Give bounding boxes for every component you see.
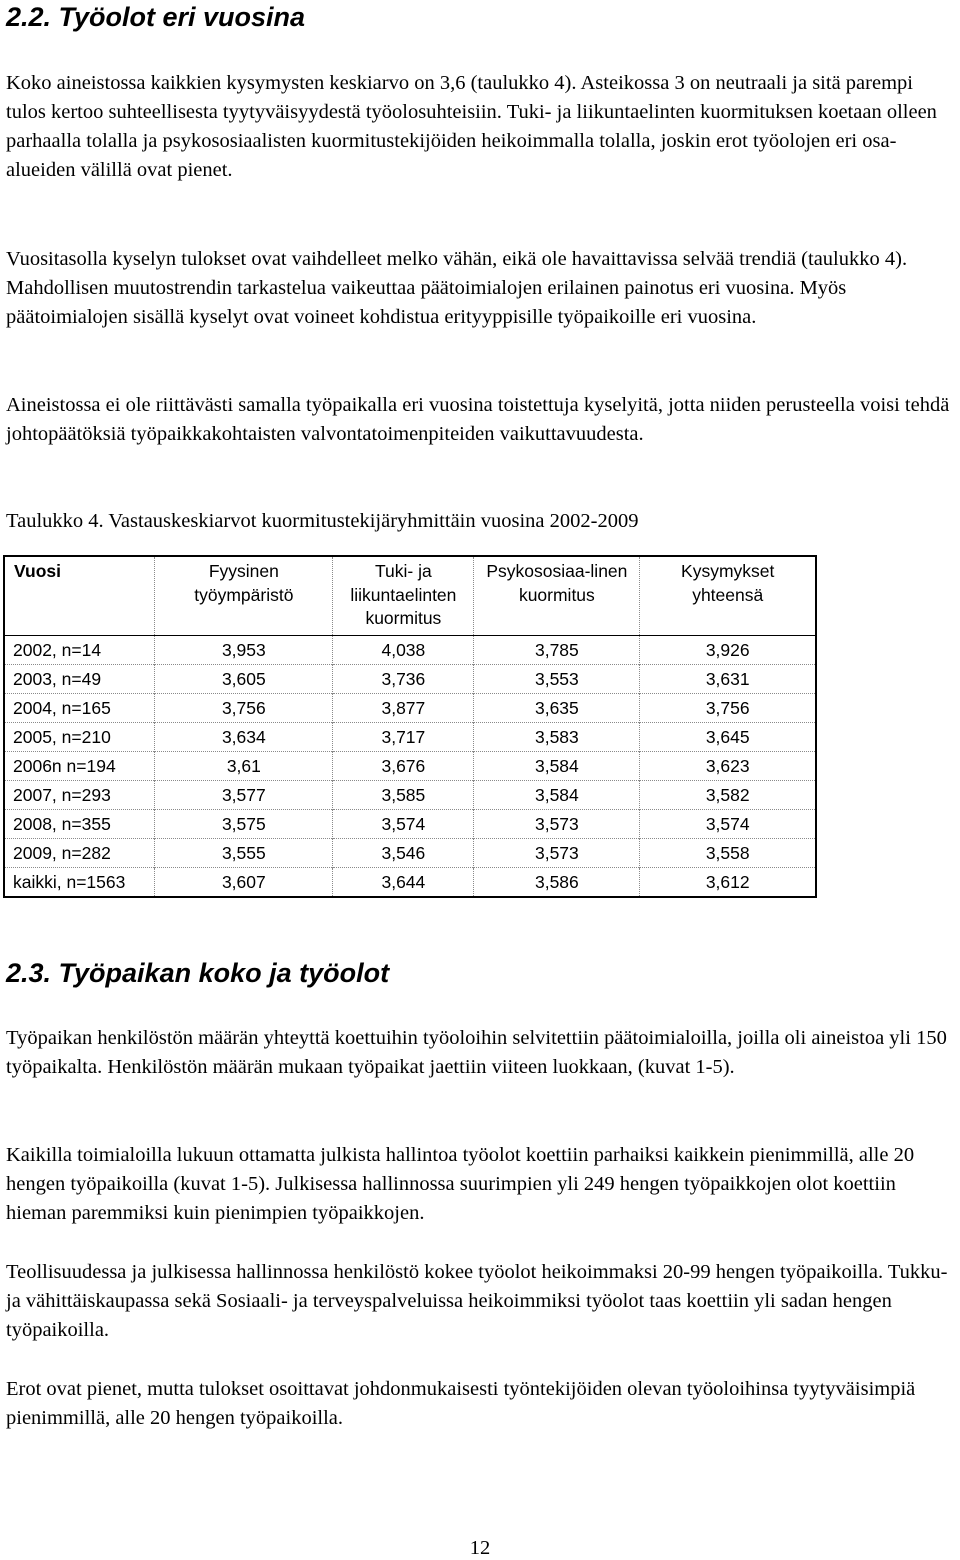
paragraph-yearly-results: Vuositasolla kyselyn tulokset ovat vaihdelleet melko vähän, eikä ole havaittavissa selvää trendiä (taulukko 4). Mahdollisen muutostrendin tarkastelua vaikeuttaa päätoimialojen erilainen painotus eri vuosina. Myös päätoimialojen sisällä kyselyt ovat voineet kohdistua erityyppisille työpaikoille eri vuosina. bbox=[6, 248, 908, 328]
cell-physical: 3,577 bbox=[155, 780, 333, 809]
cell-total: 3,645 bbox=[640, 722, 816, 751]
cell-year: 2008, n=355 bbox=[4, 809, 155, 838]
table-row bbox=[4, 838, 816, 867]
table-row bbox=[4, 780, 816, 809]
paragraph-overview: Koko aineistossa kaikkien kysymysten keskiarvo on 3,6 (taulukko 4). Asteikossa 3 on neutraali ja sitä parempi tulos kertoo suhteellisesta tyytyväisyydestä työolosuhteisiin. Tuki- ja liikuntaelinten kuormituksen koetaan olleen parhaalla tolalla ja psykososiaalisten kuormitustekijöiden heikoimmalla tolalla, joskin erot työolojen eri osa-alueiden välillä ovat pienet. bbox=[6, 72, 937, 181]
header-musculoskeletal-load: Tuki- ja liikuntaelinten kuormitus bbox=[333, 556, 474, 635]
cell-physical: 3,605 bbox=[155, 664, 333, 693]
header-questions-total: Kysymykset yhteensä bbox=[640, 556, 816, 635]
cell-musculoskeletal: 3,546 bbox=[333, 838, 474, 867]
cell-psychosocial: 3,635 bbox=[474, 693, 640, 722]
cell-musculoskeletal: 3,644 bbox=[333, 867, 474, 897]
cell-psychosocial: 3,573 bbox=[474, 809, 640, 838]
cell-year: 2003, n=49 bbox=[4, 664, 155, 693]
paragraph-conclusion: Erot ovat pienet, mutta tulokset osoittavat johdonmukaisesti työntekijöiden olevan työoloihinsa tyytyväisimpiä pienimmillä, alle 20 hengen työpaikoilla. bbox=[6, 1378, 916, 1429]
paragraph-industry-differences: Teollisuudessa ja julkisessa hallinnossa henkilöstö kokee työolot heikoimmaksi 20-99 hengen työpaikoilla. Tukku- ja vähittäiskaupassa sekä Sosiaali- ja terveyspalveluissa heikoimmiksi työolot taas koettiin yli sadan hengen työpaikoilla. bbox=[6, 1261, 948, 1341]
cell-total: 3,756 bbox=[640, 693, 816, 722]
section-heading-2-3: 2.3. Työpaikan koko ja työolot bbox=[6, 958, 390, 988]
cell-total: 3,631 bbox=[640, 664, 816, 693]
table-row bbox=[4, 635, 816, 664]
cell-psychosocial: 3,583 bbox=[474, 722, 640, 751]
cell-musculoskeletal: 3,676 bbox=[333, 751, 474, 780]
cell-total: 3,582 bbox=[640, 780, 816, 809]
cell-total: 3,926 bbox=[705, 639, 750, 660]
table-header-row bbox=[4, 556, 816, 635]
cell-total: 3,612 bbox=[640, 867, 816, 897]
cell-musculoskeletal: 3,717 bbox=[333, 722, 474, 751]
results-table bbox=[3, 555, 817, 898]
paragraph-smallest-workplaces: Kaikilla toimialoilla lukuun ottamatta julkista hallintoa työolot koettiin parhaiksi kaikkein pienimmillä, alle 20 hengen työpaikoilla (kuvat 1-5). Julkisessa hallinnossa suurimpien yli 249 hengen työpaikkojen olot koettiin hieman paremmiksi kuin pienimpien työpaikkojen. bbox=[6, 1144, 915, 1224]
header-year: Vuosi bbox=[4, 556, 155, 635]
cell-year: 2002, n=14 bbox=[4, 635, 155, 664]
paragraph-data-limitations: Aineistossa ei ole riittävästi samalla työpaikalla eri vuosina toistettuja kyselyitä, jotta niiden perusteella voisi tehdä johtopäätöksiä työpaikkakohtaisten valvontatoimenpiteiden vaikuttavuudesta. bbox=[6, 394, 950, 445]
paragraph-workplace-size-method: Työpaikan henkilöstön määrän yhteyttä koettuihin työoloihin selvitettiin päätoimialoilla, joilla oli aineistoa yli 150 työpaikalta. Henkilöstön määrän mukaan työpaikat jaettiin viiteen luokkaan, (kuvat 1-5). bbox=[6, 1027, 947, 1078]
cell-total: 3,558 bbox=[640, 838, 816, 867]
table-row bbox=[4, 867, 816, 897]
table-row bbox=[4, 751, 816, 780]
cell-physical: 3,555 bbox=[155, 838, 333, 867]
cell-physical: 3,756 bbox=[155, 693, 333, 722]
table-row bbox=[4, 664, 816, 693]
cell-psychosocial: 3,785 bbox=[474, 635, 640, 664]
header-physical-environment: Fyysinen työympäristö bbox=[155, 556, 333, 635]
cell-year: 2007, n=293 bbox=[4, 780, 155, 809]
cell-musculoskeletal: 3,574 bbox=[333, 809, 474, 838]
cell-year: 2006n n=194 bbox=[4, 751, 155, 780]
table-caption: Taulukko 4. Vastauskeskiarvot kuormitustekijäryhmittäin vuosina 2002-2009 bbox=[6, 510, 639, 532]
cell-musculoskeletal: 3,585 bbox=[333, 780, 474, 809]
cell-physical: 3,607 bbox=[155, 867, 333, 897]
cell-psychosocial: 3,586 bbox=[474, 867, 640, 897]
cell-physical: 3,61 bbox=[155, 751, 333, 780]
cell-year: 2009, n=282 bbox=[4, 838, 155, 867]
cell-psychosocial: 3,553 bbox=[474, 664, 640, 693]
cell-total: 3,623 bbox=[640, 751, 816, 780]
cell-musculoskeletal: 3,877 bbox=[333, 693, 474, 722]
cell-year: kaikki, n=1563 bbox=[4, 867, 155, 897]
cell-psychosocial: 3,573 bbox=[474, 838, 640, 867]
cell-psychosocial: 3,584 bbox=[474, 780, 640, 809]
cell-musculoskeletal: 4,038 bbox=[333, 635, 474, 664]
page-number: 12 bbox=[469, 1537, 491, 1559]
cell-musculoskeletal: 3,736 bbox=[333, 664, 474, 693]
section-heading-2-2: 2.2. Työolot eri vuosina bbox=[6, 2, 306, 32]
cell-psychosocial: 3,584 bbox=[474, 751, 640, 780]
cell-physical: 3,953 bbox=[155, 635, 333, 664]
cell-physical: 3,575 bbox=[155, 809, 333, 838]
cell-year: 2004, n=165 bbox=[4, 693, 155, 722]
table-body bbox=[4, 635, 816, 897]
table-row bbox=[4, 693, 816, 722]
cell-total: 3,574 bbox=[640, 809, 816, 838]
table-row bbox=[4, 722, 816, 751]
header-psychosocial-load: Psykososiaa-linen kuormitus bbox=[474, 556, 640, 635]
cell-year: 2005, n=210 bbox=[4, 722, 155, 751]
table-row bbox=[4, 809, 816, 838]
cell-physical: 3,634 bbox=[155, 722, 333, 751]
